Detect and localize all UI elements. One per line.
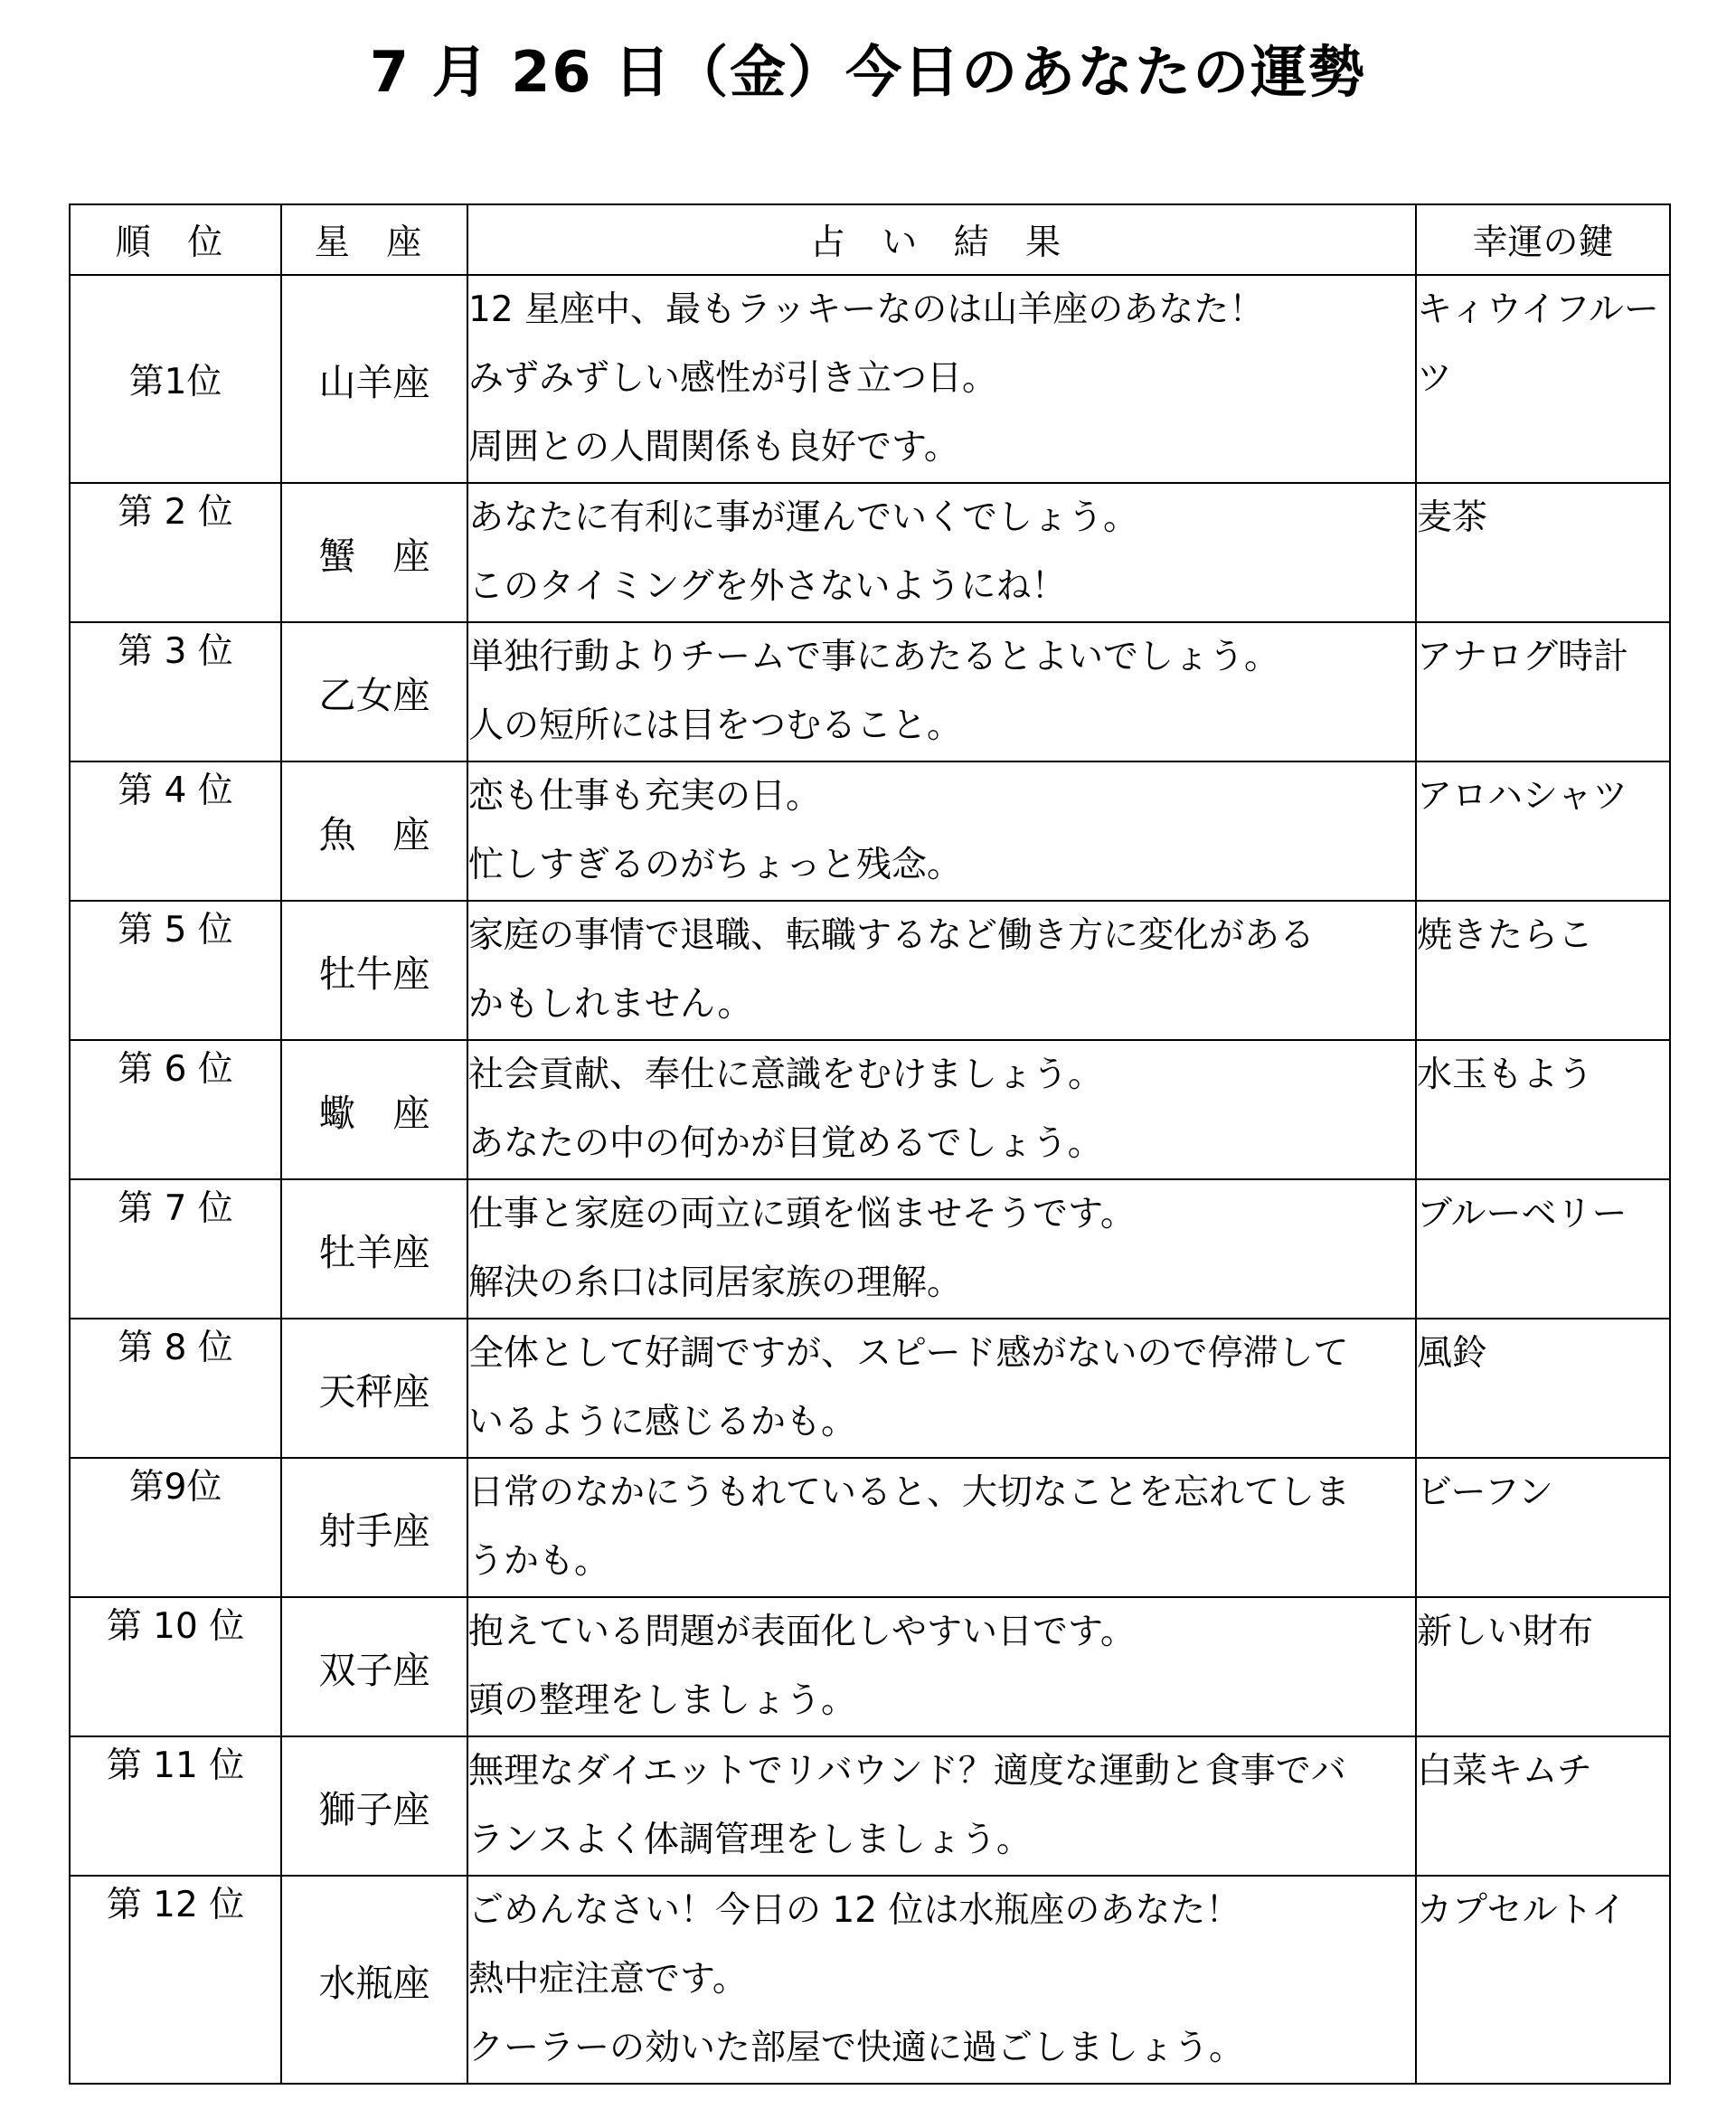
rank-cell: 第 6 位 xyxy=(70,1040,281,1179)
result-line: 頭の整理をしましょう。 xyxy=(468,1680,857,1721)
sign-cell: 双子座 xyxy=(281,1597,467,1736)
lucky-cell xyxy=(1416,761,1670,901)
rank-cell: 第 10 位 xyxy=(70,1597,281,1736)
lucky-cell xyxy=(1416,901,1670,1040)
rank-cell: 第 4 位 xyxy=(70,761,281,901)
result-line: 仕事と家庭の両立に頭を悩ませそうです。 xyxy=(468,1194,1136,1234)
result-line: 忙しすぎるのがちょっと残念。 xyxy=(468,845,963,885)
lucky-item: ブルーベリー xyxy=(1417,1194,1628,1234)
rank-cell: 第 3 位 xyxy=(70,622,281,761)
header-sign: 星 座 xyxy=(281,204,467,275)
lucky-item: 麦茶 xyxy=(1417,497,1488,538)
result-line: ごめんなさい！今日の 12 位は水瓶座のあなた！ xyxy=(468,1890,1241,1931)
table-row xyxy=(70,1736,1670,1876)
sign-cell: 水瓶座 xyxy=(281,1876,467,2084)
sign-cell: 天秤座 xyxy=(281,1319,467,1458)
header-result: 占 い 結 果 xyxy=(467,204,1416,275)
result-line: みずみずしい感性が引き立つ日。 xyxy=(468,358,998,399)
rank-cell: 第 5 位 xyxy=(70,901,281,1040)
header-rank: 順 位 xyxy=(70,204,281,275)
lucky-item: アナログ時計 xyxy=(1417,637,1629,677)
lucky-cell xyxy=(1416,1736,1670,1876)
sign-cell: 魚 座 xyxy=(281,761,467,901)
result-line: 社会貢献、奉仕に意識をむけましょう。 xyxy=(468,1054,1104,1095)
result-cell xyxy=(467,275,1416,483)
result-line: 家庭の事情で退職、転職するなど働き方に変化がある xyxy=(468,915,1316,956)
sign-cell: 乙女座 xyxy=(281,622,467,761)
result-cell xyxy=(467,622,1416,761)
lucky-item: 新しい財布 xyxy=(1417,1612,1594,1652)
lucky-item: 白菜キムチ xyxy=(1417,1751,1592,1792)
result-line: 単独行動よりチームで事にあたるとよいでしょう。 xyxy=(468,637,1280,677)
lucky-cell xyxy=(1416,1597,1670,1736)
result-line: 抱えている問題が表面化しやすい日です。 xyxy=(468,1612,1136,1652)
lucky-item: アロハシャツ xyxy=(1417,776,1628,817)
result-line: 人の短所には目をつむること。 xyxy=(468,705,963,746)
sign-cell: 牡羊座 xyxy=(281,1179,467,1319)
page-title: 7 月 26 日（金）今日のあなたの運勢 xyxy=(369,39,1367,105)
lucky-item: 水玉もよう xyxy=(1417,1054,1594,1095)
result-cell xyxy=(467,1876,1416,2084)
lucky-cell xyxy=(1416,275,1670,483)
result-line: 無理なダイエットでリバウンド？適度な運動と食事でバ xyxy=(468,1751,1346,1792)
lucky-cell xyxy=(1416,622,1670,761)
lucky-item: キィウイフルーツ xyxy=(1417,289,1659,399)
result-cell xyxy=(467,901,1416,1040)
rank-cell: 第9位 xyxy=(70,1458,281,1597)
result-line: 解決の糸口は同居家族の理解。 xyxy=(468,1263,963,1303)
lucky-cell xyxy=(1416,1319,1670,1458)
table-row xyxy=(70,275,1670,483)
result-line: うかも。 xyxy=(468,1541,610,1582)
lucky-item: ビーフン xyxy=(1417,1472,1553,1513)
table-row xyxy=(70,1319,1670,1458)
table-row xyxy=(70,1040,1670,1179)
result-cell xyxy=(467,1040,1416,1179)
header-row xyxy=(70,204,1670,275)
result-line: 全体として好調ですが、スピード感がないので停滞して xyxy=(468,1333,1349,1374)
result-cell xyxy=(467,1179,1416,1319)
result-cell xyxy=(467,1319,1416,1458)
header-lucky: 幸運の鍵 xyxy=(1416,204,1670,275)
result-line: 熱中症注意です。 xyxy=(468,1959,748,2000)
result-line: ランスよく体調管理をしましょう。 xyxy=(468,1820,1032,1860)
result-cell xyxy=(467,483,1416,622)
table-row xyxy=(70,1458,1670,1597)
result-line: 周囲との人間関係も良好です。 xyxy=(468,427,959,468)
lucky-item: 焼きたらこ xyxy=(1417,915,1594,956)
sign-cell: 蠍 座 xyxy=(281,1040,467,1179)
table-row xyxy=(70,901,1670,1040)
result-line: 日常のなかにうもれていると、大切なことを忘れてしま xyxy=(468,1472,1351,1513)
table-row xyxy=(70,761,1670,901)
rank-cell: 第 2 位 xyxy=(70,483,281,622)
result-line: いるように感じるかも。 xyxy=(468,1402,857,1442)
sign-cell: 獅子座 xyxy=(281,1736,467,1876)
result-line: あなたの中の何かが目覚めるでしょう。 xyxy=(468,1123,1103,1164)
result-line: このタイミングを外さないようにね！ xyxy=(468,566,1067,607)
sign-cell: 射手座 xyxy=(281,1458,467,1597)
lucky-item: カプセルトイ xyxy=(1417,1890,1627,1931)
result-line: 恋も仕事も充実の日。 xyxy=(468,776,822,817)
lucky-cell xyxy=(1416,1040,1670,1179)
result-cell xyxy=(467,1736,1416,1876)
result-cell xyxy=(467,1597,1416,1736)
lucky-cell xyxy=(1416,1179,1670,1319)
rank-cell: 第 8 位 xyxy=(70,1319,281,1458)
table-row xyxy=(70,1876,1670,2084)
table-row xyxy=(70,483,1670,622)
rank-cell: 第 7 位 xyxy=(70,1179,281,1319)
rank-cell: 第 12 位 xyxy=(70,1876,281,2084)
lucky-cell xyxy=(1416,483,1670,622)
lucky-item: 風鈴 xyxy=(1417,1333,1488,1374)
sign-cell: 牡牛座 xyxy=(281,901,467,1040)
result-cell xyxy=(467,1458,1416,1597)
result-line: クーラーの効いた部屋で快適に過ごしましょう。 xyxy=(468,2028,1245,2068)
table-row xyxy=(70,1597,1670,1736)
sign-cell: 蟹 座 xyxy=(281,483,467,622)
fortune-table xyxy=(69,203,1671,2085)
table-row xyxy=(70,1179,1670,1319)
result-line: 12 星座中、最もラッキーなのは山羊座のあなた！ xyxy=(468,289,1265,330)
rank-cell: 第1位 xyxy=(70,275,281,483)
sign-cell: 山羊座 xyxy=(281,275,467,483)
result-line: かもしれません。 xyxy=(468,984,753,1025)
lucky-cell xyxy=(1416,1458,1670,1597)
rank-cell: 第 11 位 xyxy=(70,1736,281,1876)
table-row xyxy=(70,622,1670,761)
result-line: あなたに有利に事が運んでいくでしょう。 xyxy=(468,497,1139,538)
result-cell xyxy=(467,761,1416,901)
lucky-cell xyxy=(1416,1876,1670,2084)
